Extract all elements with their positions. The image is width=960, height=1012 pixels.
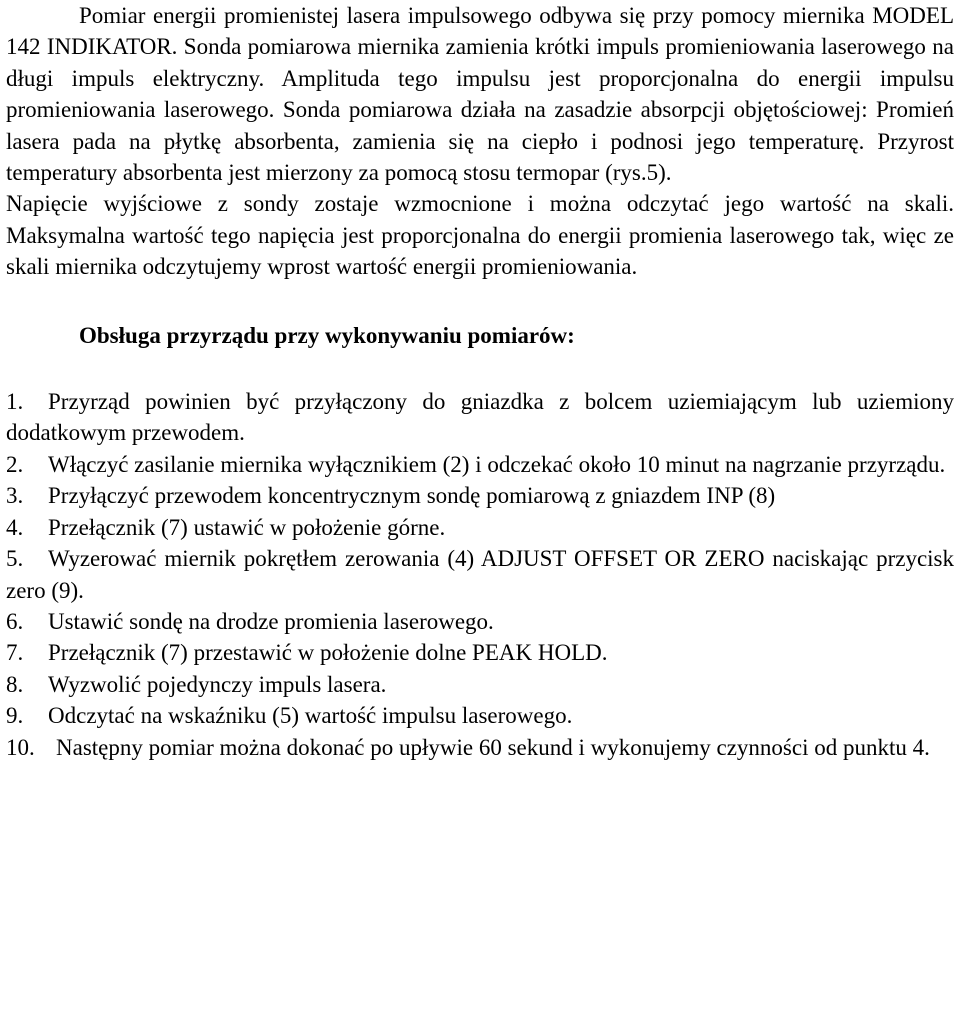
procedure-step-3 <box>6 480 954 511</box>
step-text: Włączyć zasilanie miernika wyłącznikiem (2) i odczekać około 10 minut na nagrzanie przyrządu. <box>48 451 946 477</box>
procedure-step-8 <box>6 669 954 700</box>
step-text: Odczytać na wskaźniku (5) wartość impulsu laserowego. <box>48 703 573 729</box>
spacer <box>6 283 954 320</box>
procedure-step-6 <box>6 606 954 637</box>
procedure-step-7 <box>6 637 954 668</box>
step-number: 1. <box>6 389 24 415</box>
step-number: 8. <box>6 671 24 697</box>
section-heading: Obsługa przyrządu przy wykonywaniu pomiarów: <box>79 322 575 348</box>
step-text: Przyrząd powinien być przyłączony do gniazdka z bolcem uziemiającym lub uziemiony dodatkowym przewodem. <box>6 389 954 446</box>
step-text: Przyłączyć przewodem koncentrycznym sondę pomiarową z gniazdem INP (8) <box>48 483 776 509</box>
step-text: Ustawić sondę na drodze promienia laserowego. <box>48 608 494 634</box>
step-number: 5. <box>6 546 24 572</box>
step-number: 2. <box>6 451 24 477</box>
procedure-step-1 <box>6 386 954 449</box>
step-text: Wyzwolić pojedynczy impuls lasera. <box>48 671 387 697</box>
step-number: 7. <box>6 640 24 666</box>
spacer <box>6 351 954 386</box>
step-number: 3. <box>6 483 24 509</box>
step-text: Wyzerować miernik pokrętłem zerowania (4) ADJUST OFFSET OR ZERO naciskając przycisk zero (9). <box>6 546 954 603</box>
step-text: Przełącznik (7) ustawić w położenie górne. <box>48 514 446 540</box>
intro-paragraph-2: Napięcie wyjściowe z sondy zostaje wzmocnione i można odczytać jego wartość na skali. Maksymalna wartość tego napięcia jest proporcjonalna do energii promienia laserowego tak, więc ze skali miernika odczytujemy wprost wartość energii promieniowania. <box>6 191 954 280</box>
procedure-step-5 <box>6 543 954 606</box>
procedure-steps-list <box>6 386 954 763</box>
step-text: Następny pomiar można dokonać po upływie 60 sekund i wykonujemy czynności od punktu 4. <box>56 734 930 760</box>
procedure-step-10 <box>6 732 954 763</box>
step-number: 4. <box>6 514 24 540</box>
step-number: 6. <box>6 608 24 634</box>
step-number: 10. <box>6 734 35 760</box>
document-page <box>6 0 954 763</box>
intro-paragraph-1: Pomiar energii promienistej lasera impulsowego odbywa się przy pomocy miernika MODEL 142 INDIKATOR. Sonda pomiarowa miernika zamienia krótki impuls promieniowania laserowego na długi impuls elektryczny. Amplituda tego impulsu jest proporcjonalna do energii impulsu promieniowania laserowego. Sonda pomiarowa działa na zasadzie absorpcji objętościowej: Promień lasera pada na płytkę absorbenta, zamienia się na ciepło i podnosi jego temperaturę. Przyrost temperatury absorbenta jest mierzony za pomocą stosu termopar (rys.5). <box>6 3 954 186</box>
step-number: 9. <box>6 703 24 729</box>
procedure-step-4 <box>6 512 954 543</box>
procedure-step-2 <box>6 449 954 480</box>
step-text: Przełącznik (7) przestawić w położenie dolne PEAK HOLD. <box>48 640 608 666</box>
procedure-step-9 <box>6 700 954 731</box>
